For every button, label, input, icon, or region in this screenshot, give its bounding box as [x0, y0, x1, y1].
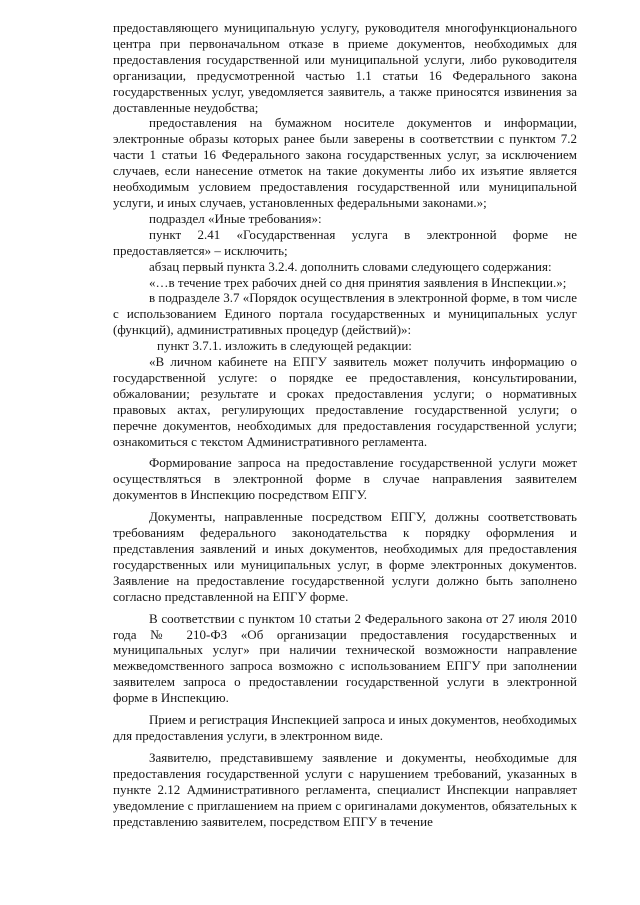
- paragraph-personal-account: «В личном кабинете на ЕПГУ заявитель может получить информацию о государственной услуге: о порядке ее предоставления, консультировании, обжаловании; результате и сроках предоставления услуги; о нормативных правовых актах, регулирующих предоставление государственной услуги; о перечне документов, необходимых для предоставления государственной услуги; ознакомиться с текстом Административного регламента.: [113, 354, 577, 449]
- paragraph-federal-law: В соответствии с пунктом 10 статьи 2 Федерального закона от 27 июля 2010 года № 210-ФЗ «Об организации предоставления государственных и муниципальных услуг» при наличии технической возможности направление межведомственного запроса возможно с использованием ЕПГУ при заполнении заявителем запроса о предоставлении государственной услуги в электронной форме в Инспекцию.: [113, 610, 577, 706]
- paragraph-item-2-41: пункт 2.41 «Государственная услуга в электронной форме не предоставляется» – исключить;: [113, 226, 577, 258]
- paragraph-subsection-3-7: в подразделе 3.7 «Порядок осуществления в электронной форме, в том числе с использованием Единого портала государственных и муниципальных услуг (функций), административных процедур (действий)»:: [113, 290, 577, 338]
- paragraph-continuation: предоставляющего муниципальную услугу, руководителя многофункционального центра при первоначальном отказе в приеме документов, необходимых для предоставления государственной или муниципальной услуги, либо руководителя организации, предусмотренной частью 1.1 статьи 16 Федерального закона государственных услуг, уведомляется заявитель, а также приносятся извинения за доставленные неудобства;: [113, 20, 577, 115]
- paragraph-item-3-2-4: абзац первый пункта 3.2.4. дополнить словами следующего содержания:: [149, 258, 552, 274]
- paragraph-reception-registration: Прием и регистрация Инспекцией запроса и иных документов, необходимых для предоставления услуги, в электронном виде.: [113, 712, 577, 743]
- paragraph-applicant-notice: Заявителю, представившему заявление и документы, необходимые для предоставления государственной услуги с нарушением требований, указанных в пункте 2.12 Административного регламента, специалист Инспекции направляет уведомление с приглашением на прием с оригиналами документов, обязательных к представлению заявителем, посредством ЕПГУ в течение: [113, 749, 577, 829]
- paragraph-three-days: «…в течение трех рабочих дней со дня принятия заявления в Инспекции.»;: [149, 274, 567, 290]
- paragraph-documents-epgu: Документы, направленные посредством ЕПГУ, должны соответствовать требованиям федерального законодательства к порядку оформления и представления заявлений и иных документов, необходимых для предоставления государственных или муниципальных услуг, в форме электронных документов. Заявление на предоставление государственной услуги должно быть заполнено согласно представленной на ЕПГУ форме.: [113, 509, 577, 604]
- paragraph-request-forming: Формирование запроса на предоставление государственной услуги может осуществляться в электронной форме в случае направления заявителем документов в Инспекцию посредством ЕПГУ.: [113, 455, 577, 503]
- paragraph-item-3-7-1: пункт 3.7.1. изложить в следующей редакции:: [157, 338, 412, 354]
- paragraph-paper-documents: предоставления на бумажном носителе документов и информации, электронные образы которых ранее были заверены в соответствии с пунктом 7.2 части 1 статьи 16 Федерального закона государственных услуг, за исключением случаев, если нанесение отметок на такие документы либо их изъятие является необходимым условием предоставления государственной или муниципальной услуги, и иных случаев, установленных федеральными законами.»;: [113, 115, 577, 210]
- document-body: [113, 20, 577, 829]
- paragraph-other-requirements: подраздел «Иные требования»:: [149, 210, 322, 226]
